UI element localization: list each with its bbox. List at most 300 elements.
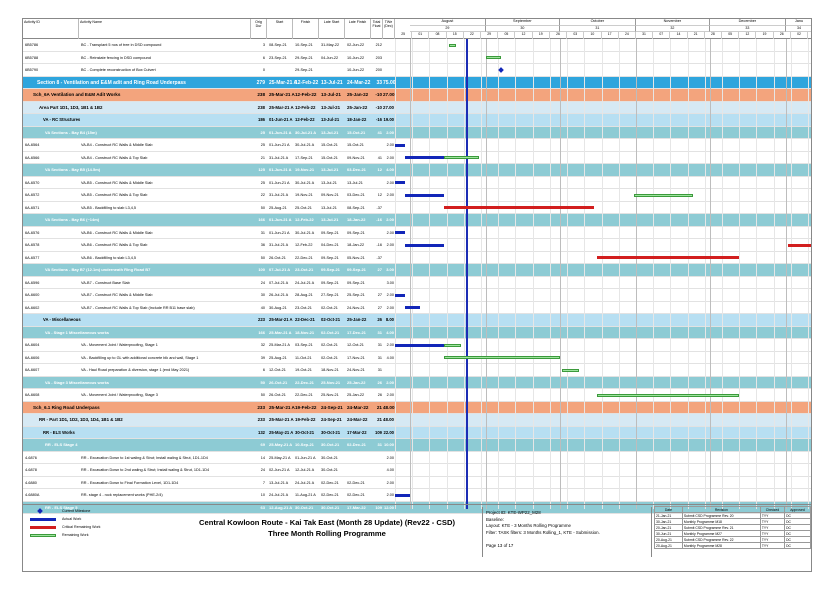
col-late-finish[interactable]: Late Finish [345, 19, 371, 39]
legend [26, 507, 156, 539]
cell-od: 3 [262, 43, 265, 47]
cell-name: VA Sections - Bay B6 (~14m) [45, 217, 100, 222]
cell-name: VA Sections - Bay B4 (15m) [45, 129, 97, 135]
cell-od: 6 [262, 55, 265, 60]
week-number: 30 [486, 26, 560, 32]
report-title [172, 517, 482, 539]
week-day-label: 29 [481, 32, 498, 39]
critical-remaining-bar[interactable] [788, 244, 812, 247]
cell-name: VA Sections - Bay B7 (12.1m) underneath Ring Road B7 [45, 267, 151, 272]
revision-cell: DC [785, 513, 811, 519]
cell-name: VA-B7 - Construct RC Walls & Middle Slab [81, 293, 153, 297]
cell-lf: 25-Jan-22 [347, 104, 368, 110]
title-block [22, 504, 812, 572]
week-day-label: 02 [791, 32, 808, 39]
cell-od: 233 [257, 404, 265, 410]
cell-fi: 19-Feb-22 [295, 404, 317, 410]
cell-tw: 2.00 [386, 129, 394, 135]
grid-line [739, 39, 740, 509]
cell-tw: 10.00 [383, 442, 394, 447]
cell-st: 01-Jun-21 A [269, 129, 292, 135]
cell-tf: -37 [376, 255, 382, 260]
remaining-work-bar[interactable] [486, 56, 501, 59]
cell-tw [383, 364, 394, 377]
col-late-start[interactable]: Late Start [319, 19, 345, 39]
grid-line [756, 39, 757, 509]
cell-name: VA-B6 - Backfilling to slab L3,4,5 [81, 255, 137, 260]
cell-lf [347, 464, 373, 477]
week-day-label: 15 [447, 32, 464, 39]
cell-tw: 2.00 [386, 155, 394, 160]
cell-st: 25-May-21 A [269, 442, 293, 447]
cell-st: 25-Mar-21 A [269, 104, 294, 110]
col-activity-id[interactable]: Activity ID [23, 19, 79, 39]
cell-st: 26-Jul-21 A [269, 293, 289, 297]
cell-tw: 48.00 [383, 417, 394, 422]
cell-fi: 03-Sep-21 [295, 343, 313, 347]
cell-tf: 12 [377, 193, 382, 197]
month-label: September [486, 19, 560, 26]
cell-name: BC - Reinstate fencing in DSD compound [81, 55, 151, 60]
cell-id: 6A-6566 [25, 155, 40, 160]
cell-tf: 31 [377, 442, 382, 447]
remaining-work-bar[interactable] [444, 156, 478, 159]
cell-fi: 30-Jul-21 A [295, 180, 315, 185]
cell-id: 4-6880A [25, 493, 40, 497]
cell-od: 24 [260, 468, 265, 472]
cell-id: 6A-6578 [25, 243, 40, 247]
month-divider [486, 39, 487, 509]
week-day-label: 19 [533, 32, 550, 39]
cell-lf: 18-Jan-22 [347, 117, 367, 122]
cell-ls: 09-Sep-21 [321, 255, 339, 260]
legend-item [26, 531, 156, 539]
cell-lf: 10-Jun-22 [347, 68, 365, 72]
actual-work-bar[interactable] [395, 494, 410, 497]
cell-fi: 30-Jul-21 A [295, 230, 315, 235]
remaining-work-bar[interactable] [444, 344, 461, 347]
cell-ls [321, 64, 347, 77]
gantt-sheet [22, 18, 812, 572]
cell-name: VA-B6 - Construct RC Walls & Middle Slab [81, 230, 153, 235]
layout-name: Layout: KTE - 3 Months Rolling Programme [486, 523, 571, 529]
cell-id: 6B5786 [25, 43, 39, 47]
cell-tw: 22.00 [383, 429, 394, 435]
actual-work-bar[interactable] [395, 144, 405, 147]
cell-st: 24-Jul-21 A [269, 493, 289, 497]
legend-label: Critical Remaining Work [62, 525, 101, 529]
cell-tf: 31 [377, 343, 382, 347]
actual-work-bar[interactable] [395, 231, 405, 234]
cell-od: 36 [260, 243, 265, 247]
col-orig-dur[interactable]: Orig Dur [251, 19, 267, 39]
cell-lf: 08-Sep-21 [347, 205, 365, 210]
cell-id: 6A-6571 [25, 205, 40, 210]
cell-st: 25-Mar-21 A [269, 92, 295, 97]
actual-work-bar[interactable] [405, 156, 444, 159]
week-number: 31 [560, 26, 636, 32]
revision-cell: Monthly Programme M28 [682, 543, 760, 549]
cell-tw: 27.00 [383, 92, 395, 97]
cell-fi: 23-Oct-21 [295, 267, 314, 272]
cell-lf: 15-Oct-21 [347, 143, 364, 147]
revision-row [655, 543, 811, 549]
week-day-label: 25 [395, 32, 412, 39]
cell-id: 6B5788 [25, 55, 39, 60]
cell-lf: 24-Mar-22 [347, 404, 369, 410]
cell-od: 32 [260, 343, 265, 347]
cell-tf: 212 [375, 43, 382, 47]
cell-name: RR - ELS Stage 5 [45, 504, 78, 510]
cell-fi: 25-Oct-21 [295, 205, 312, 210]
cell-ls: 04-Jun-22 [321, 55, 339, 60]
month-label: November [636, 19, 710, 26]
cell-name: RR - ELS Stage 4 [45, 442, 78, 447]
cell-fi: 12-Feb-22 [295, 79, 319, 86]
actual-work-bar[interactable] [405, 194, 444, 197]
revision-cell: 21-Jan-21 [655, 513, 683, 519]
cell-tw: 4.00 [386, 468, 394, 472]
cell-od: 7 [262, 480, 265, 485]
cell-name: RR - Part 1D1, 1D2, 1D3, 1D4, 1B1 & 1B2 [39, 417, 123, 422]
cell-fi: 30-Oct-21 [295, 429, 315, 435]
cell-lf: 18-Jan-22 [347, 243, 365, 247]
cell-od: 14 [260, 455, 265, 460]
cell-st: 12-Oct-21 [269, 368, 286, 372]
cell-name: VA-B7 - Construct RC Walls & Top Slab (Include RR B11 base slab) [81, 305, 195, 310]
cell-tf: 31 [377, 329, 382, 335]
critical-remaining-bar[interactable] [444, 206, 594, 209]
cell-tf [371, 277, 382, 290]
cell-fi: 24-Jul-21 A [295, 480, 315, 485]
cell-lf: 09-Nov-21 [347, 155, 365, 160]
cell-tf: 27 [377, 293, 382, 297]
cell-od: 279 [256, 79, 265, 86]
grid-line [498, 39, 499, 509]
cell-st: 26-Oct-21 [269, 379, 288, 385]
cell-fi: 22-Dec-21 [295, 393, 313, 397]
cell-lf: 25-Sep-21 [347, 293, 365, 297]
grid-line [550, 39, 551, 509]
cell-tw [383, 202, 394, 215]
cell-lf: 25-Jan-22 [347, 317, 367, 322]
cell-od: 50 [260, 393, 265, 397]
cell-lf: 02-Dec-21 [347, 442, 366, 447]
cell-tw: 4.00 [386, 329, 394, 335]
cell-st: 01-Jun-21 A [269, 117, 293, 122]
col-tw[interactable]: TWe (Dec) [383, 19, 395, 39]
cell-name: BC - Complete reconstruction of Box Culvert [81, 68, 156, 72]
cell-name: VA Sections - Bay B5 (14.5m) [45, 167, 101, 172]
cell-lf: 15-Oct-21 [347, 129, 366, 135]
revision-cell: TYY [760, 537, 784, 543]
revision-cell: TYY [760, 525, 784, 531]
grid-line [791, 39, 792, 509]
revision-cell: 20-Aug-21 [655, 543, 683, 549]
revision-cell: Monthly Programme M18 [682, 519, 760, 525]
month-divider [560, 39, 561, 509]
cell-name: RR - ELS Works [43, 429, 75, 435]
month-divider [636, 39, 637, 509]
cell-fi: 23-Oct-21 [295, 305, 312, 310]
week-day-label: 05 [498, 32, 515, 39]
revision-cell: TYY [760, 513, 784, 519]
grid-line [653, 39, 654, 509]
cell-ls: 02-Oct-21 [321, 343, 338, 347]
cell-id: 4-6878 [25, 468, 37, 472]
cell-tw: 4.00 [386, 167, 394, 172]
cell-tf [371, 489, 382, 502]
week-number: 29 [410, 26, 486, 32]
cell-lf: 24-Mar-22 [347, 79, 371, 86]
cell-tw: 3.00 [386, 267, 394, 272]
cell-fi: 28-Aug-21 [295, 293, 313, 297]
revision-cell: 20-Aug-21 [655, 537, 683, 543]
cell-id: 6A-6606 [25, 355, 40, 360]
actual-work-bar[interactable] [405, 306, 420, 309]
cell-name: RR - Excavation Down to Final Formation Level, 1D1-1D4 [81, 480, 179, 485]
cell-od: 233 [257, 417, 265, 422]
cell-od: 50 [260, 379, 265, 385]
cell-st: 01-Jun-21 A [269, 167, 292, 172]
cell-st: 25-Aug-21 [269, 355, 287, 360]
cell-tf: 12 [377, 167, 382, 172]
cell-tf: -16 [375, 117, 382, 122]
month-label: December [710, 19, 786, 26]
cell-fi: 22-Dec-21 [295, 379, 314, 385]
remaining-work-bar[interactable] [449, 44, 456, 47]
revision-header: Approved [785, 507, 811, 513]
grid-line [464, 39, 465, 509]
legend-item [26, 523, 156, 531]
cell-lf: 17-Mar-22 [347, 429, 367, 435]
cell-tw: 12.00 [383, 504, 394, 510]
cell-ls: 30-Oct-21 [321, 504, 340, 510]
cell-st: 25-Mar-21 A [269, 343, 290, 347]
cell-name: VA-B6 - Construct RC Walls & Top Slab [81, 243, 148, 247]
cell-ls: 02-Oct-21 [321, 317, 341, 322]
cell-lf: 24-Nov-21 [347, 368, 365, 372]
week-day-label: 26 [550, 32, 567, 39]
cell-lf: 09-Sep-21 [347, 280, 365, 285]
actual-work-bar[interactable] [395, 294, 405, 297]
cell-ls: 30-Oct-21 [321, 455, 338, 460]
grid-line [447, 39, 448, 509]
cell-tw: 3.00 [386, 280, 394, 285]
cell-od: 223 [258, 317, 265, 322]
actual-work-bar[interactable] [405, 244, 444, 247]
baseline: Baseline: [486, 516, 505, 522]
cell-od: 30 [260, 293, 265, 297]
cell-ls: 27-Sep-21 [321, 293, 339, 297]
cell-lf: 24-Nov-21 [347, 305, 365, 310]
cell-od: 125 [258, 167, 265, 172]
cell-tw: 48.00 [383, 404, 395, 410]
cell-ls: 02-Oct-21 [321, 305, 338, 310]
week-day-label: 24 [619, 32, 636, 39]
cell-tf [371, 139, 382, 152]
cell-name: VA-B4 - Construct RC Walls & Top Slab [81, 155, 148, 160]
cell-name: VA - Movement Joint / Waterproofing, Stage 3 [81, 393, 158, 397]
grid-line [774, 39, 775, 509]
cell-lf: 17-Mar-22 [347, 504, 366, 510]
cell-tf: 27 [377, 305, 382, 310]
cell-lf: 02-Jun-22 [347, 43, 365, 47]
cell-fi: 30-Jul-21 A [295, 129, 317, 135]
cell-tf: 26 [377, 317, 382, 322]
cell-tw: 4.00 [386, 355, 394, 360]
cell-lf: 17-Nov-21 [347, 355, 365, 360]
cell-fi: 19-Nov-21 [295, 167, 315, 172]
cell-ls: 13-Jul-21 [321, 217, 339, 222]
cell-lf: 09-Sep-21 [347, 267, 366, 272]
cell-id: 4-6880 [25, 480, 37, 485]
cell-tw: 2.00 [386, 343, 394, 347]
week-day-label: 28 [705, 32, 722, 39]
remaining-work-bar[interactable] [562, 369, 579, 372]
cell-od: 50 [260, 205, 265, 210]
revision-cell: TYY [760, 531, 784, 537]
revision-cell: Monthly Programme M27 [682, 531, 760, 537]
remaining-work-bar[interactable] [444, 356, 560, 359]
grid-line [688, 39, 689, 509]
revision-table [654, 506, 811, 549]
actual-work-bar[interactable] [395, 344, 444, 347]
cell-name: VA - Miscellaneous [43, 317, 81, 322]
month-divider [710, 39, 711, 509]
cell-name: VA - RC Structures [43, 117, 81, 122]
revision-cell: Submit CSD Programme Rev. 22 [682, 537, 760, 543]
cell-name: Area Part 1D1, 1D3, 1B1 & 1B2 [39, 104, 103, 110]
cell-tf: -16 [376, 243, 382, 247]
remaining-work-bar[interactable] [634, 194, 693, 197]
cell-tw: 2.00 [386, 180, 394, 185]
cell-tw: 2.00 [386, 230, 394, 235]
cell-lf: 18-Jan-22 [347, 217, 366, 222]
cell-st: 31-Jul-21 A [269, 243, 289, 247]
cell-tw: 2.00 [386, 293, 394, 297]
grid-line [722, 39, 723, 509]
cell-name: VA-B5 - Construct RC Walls & Middle Slab [81, 180, 153, 185]
cell-fi: 19-Oct-21 [295, 368, 312, 372]
cell-tf: 31 [377, 355, 382, 360]
cell-ls: 18-Nov-21 [321, 368, 339, 372]
cell-lf: 10-Jun-22 [347, 55, 365, 60]
cell-fi: 10-Sep-21 [295, 43, 313, 47]
cell-ls: 13-Jul-21 [321, 167, 339, 172]
week-day-label: 14 [670, 32, 687, 39]
actual-work-bar[interactable] [395, 181, 405, 184]
cell-fi: 22-Dec-21 [295, 255, 313, 260]
cell-tw: 2.00 [386, 393, 394, 397]
cell-od: 39 [260, 355, 265, 360]
cell-tf: 200 [375, 68, 382, 72]
cell-od: 22 [260, 193, 265, 197]
col-finish[interactable]: Finish [293, 19, 319, 39]
cell-tf [371, 464, 382, 477]
col-total-float[interactable]: Total Float [371, 19, 383, 39]
legend-label: Current Milestone [62, 509, 91, 513]
cell-tf [371, 452, 382, 465]
cell-st: 25-Mar-21 A [269, 417, 294, 422]
cell-od: 50 [260, 255, 265, 260]
month-label: October [560, 19, 636, 26]
cell-ls: 25-Nov-21 [321, 393, 339, 397]
timeline-header [395, 19, 812, 39]
cell-ls: 24-Sep-21 [321, 417, 342, 422]
cell-fi: 18-Nov-21 [295, 329, 315, 335]
cell-st: 25-May-21 A [269, 455, 291, 460]
cell-od: 100 [258, 267, 265, 272]
critical-remaining-bar[interactable] [597, 256, 740, 259]
cell-ls: 04-Dec-21 [321, 243, 339, 247]
cell-tf: 27 [377, 267, 382, 272]
revision-header: Revision [682, 507, 760, 513]
cell-tw [383, 252, 394, 265]
revision-cell: 30-Jan-21 [655, 519, 683, 525]
week-day-label: 08 [429, 32, 446, 39]
week-day-label: 10 [584, 32, 601, 39]
cell-ls: 30-Oct-21 [321, 468, 338, 472]
cell-lf: 17-Dec-21 [347, 329, 366, 335]
cell-st: 01-Jun-21 A [269, 230, 290, 235]
cell-id: 6A-6596 [25, 280, 40, 285]
project-info [482, 507, 652, 557]
revision-cell: TYY [760, 519, 784, 525]
cell-name: Sch_6A Ventilation and E&M Adit Works [33, 92, 121, 97]
week-day-label: 12 [739, 32, 756, 39]
cell-st: 08-Sep-21 [269, 43, 287, 47]
cell-ls: 13-Jul-21 [321, 92, 341, 97]
cell-od: 25 [260, 129, 265, 135]
cell-fi: 12-Feb-22 [295, 92, 317, 97]
cell-lf: 12-Oct-21 [347, 343, 364, 347]
legend-swatch-icon [30, 526, 56, 529]
cell-fi: 12-Feb-22 [295, 217, 314, 222]
cell-od: 24 [260, 280, 265, 285]
cell-fi: 30-Oct-21 [295, 504, 314, 510]
cell-fi: 30-Jul-21 A [295, 143, 315, 147]
revision-cell: 20-Jan-21 [655, 525, 683, 531]
col-activity-name[interactable]: Activity Name [79, 19, 251, 39]
revision-cell: DC [785, 525, 811, 531]
cell-name: BC - Transplant 5 nos of tree in DSD compound [81, 43, 162, 47]
month-divider [410, 39, 411, 509]
cell-ls: 24-Sep-21 [321, 404, 343, 410]
cell-ls: 15-Oct-21 [321, 143, 338, 147]
grid-line [395, 39, 396, 509]
cell-id: 6A-6607 [25, 368, 40, 372]
remaining-work-bar[interactable] [597, 394, 740, 397]
legend-label: Actual Work [62, 517, 82, 521]
grid-line [533, 39, 534, 509]
week-day-label: 17 [602, 32, 619, 39]
cell-tf: 33 [376, 79, 382, 86]
week-day-label: 22 [464, 32, 481, 39]
cell-name: Section 8 - Ventilation and E&M adit and Ring Road Underpass [37, 79, 186, 86]
col-start[interactable]: Start [267, 19, 293, 39]
report-title-line2: Three Month Rolling Programme [268, 529, 386, 538]
cell-od: 166 [258, 329, 265, 335]
cell-ls: 09-Sep-21 [321, 267, 340, 272]
week-day-label: 19 [756, 32, 773, 39]
cell-st: 31-Jul-21 A [269, 155, 289, 160]
page-number: Page 13 of 17 [486, 543, 514, 549]
grid-line [705, 39, 706, 509]
cell-tf: 26 [377, 393, 382, 397]
cell-st: 25-May-21 A [269, 429, 294, 435]
grid-line [515, 39, 516, 509]
